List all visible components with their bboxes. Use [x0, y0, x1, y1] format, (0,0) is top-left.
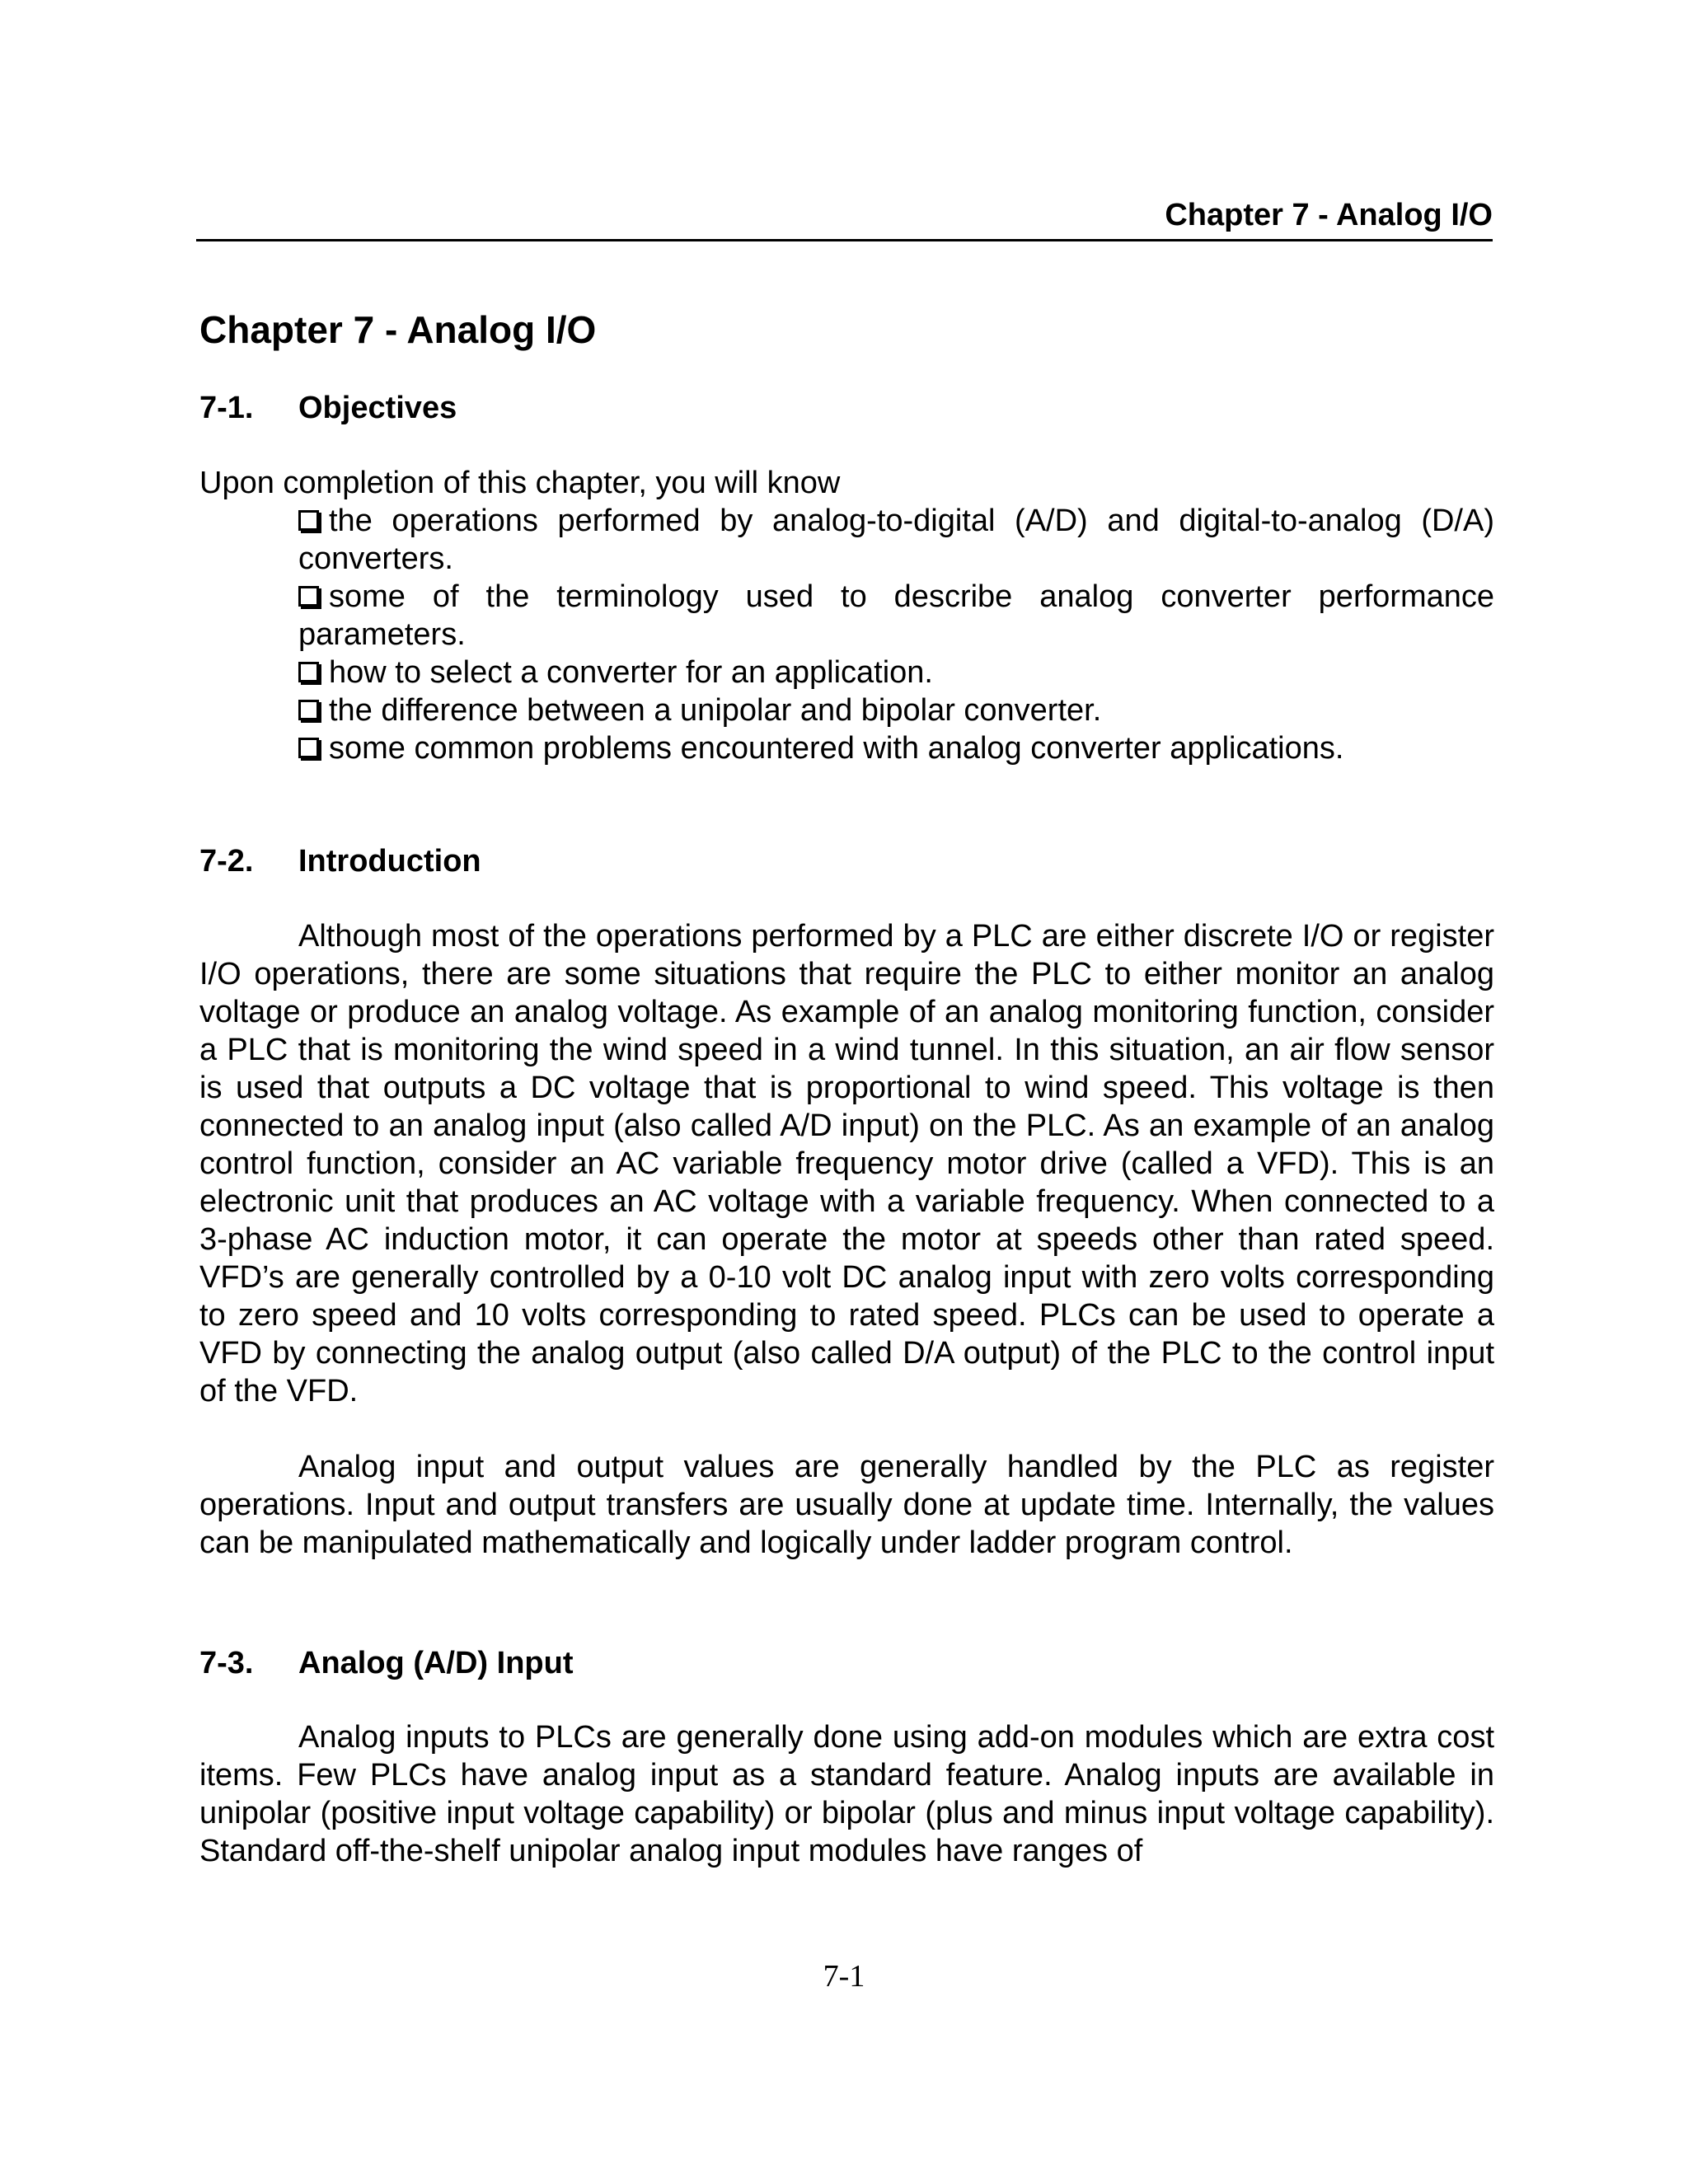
objectives-block	[199, 464, 1494, 767]
objective-item	[298, 502, 1494, 578]
paragraph: Although most of the operations performed by a PLC are either discrete I/O or register I/O operations, there are some situations that require the PLC to either monitor an analog voltage or produce an analog voltage. As example of an analog monitoring function, consider a PLC that is monitoring the wind speed in a wind tunnel. In this situation, an air flow sensor is used that outputs a DC voltage that is proportional to wind speed. This voltage is then connected to an analog input (also called A/D input) on the PLC. As an example of an analog control function, consider an AC variable frequency motor drive (called a VFD). This is an electronic unit that produces an AC voltage with a variable frequency. When connected to a 3-phase AC induction motor, it can operate the motor at speeds other than rated speed. VFD’s are generally controlled by a 0-10 volt DC analog input with zero volts corresponding to zero speed and 10 volts corresponding to rated speed. PLCs can be used to operate a VFD by connecting the analog output (also called D/A output) of the PLC to the control input of the VFD.	[199, 919, 1494, 1408]
objective-text: some common problems encountered with analog converter applications.	[329, 731, 1344, 766]
objective-text: the operations performed by analog-to-digital (A/D) and digital-to-analog (D/A) converters.	[298, 504, 1494, 576]
objective-item	[298, 578, 1494, 654]
checkbox-icon	[298, 738, 319, 758]
section-title: Analog (A/D) Input	[298, 1646, 574, 1680]
objective-item	[298, 654, 1494, 691]
objective-text: how to select a converter for an application.	[329, 655, 933, 690]
page-number: 7-1	[823, 1959, 865, 1994]
introduction-body	[199, 917, 1494, 1562]
section-heading-analog-input	[199, 1644, 1485, 1682]
header-rule	[196, 239, 1493, 241]
paragraph: Analog inputs to PLCs are generally done using add-on modules which are extra cost items. Few PLCs have analog input as a standard feature. Analog inputs are available in unipolar (positive input voltage capability) or bipolar (plus and minus input voltage capability). Standard off-the-shelf unipolar analog input modules have ranges of	[199, 1720, 1494, 1868]
checkbox-icon	[298, 510, 319, 531]
checkbox-icon	[298, 586, 319, 607]
objectives-list	[199, 502, 1494, 767]
paragraph: Analog input and output values are generally handled by the PLC as register operations. Input and output transfers are usually done at update time. Internally, the values can be manipulated mathematically and logically under ladder program control.	[199, 1450, 1494, 1560]
objective-text: the difference between a unipolar and bipolar converter.	[329, 693, 1102, 728]
analog-input-body	[199, 1718, 1494, 1870]
section-number: 7-2.	[199, 844, 254, 879]
objective-item	[298, 691, 1494, 729]
running-header: Chapter 7 - Analog I/O	[1165, 198, 1493, 232]
objective-text: some of the terminology used to describe analog converter performance parameters.	[298, 579, 1494, 652]
chapter-title: Chapter 7 - Analog I/O	[199, 308, 597, 351]
objective-item	[298, 729, 1494, 767]
section-heading-introduction	[199, 842, 1485, 880]
objectives-intro: Upon completion of this chapter, you will know	[199, 466, 841, 500]
checkbox-icon	[298, 662, 319, 682]
checkbox-icon	[298, 700, 319, 720]
section-heading-objectives	[199, 389, 1485, 427]
section-number: 7-3.	[199, 1646, 254, 1680]
section-number: 7-1.	[199, 391, 254, 425]
section-title: Introduction	[298, 844, 481, 879]
section-title: Objectives	[298, 391, 457, 425]
